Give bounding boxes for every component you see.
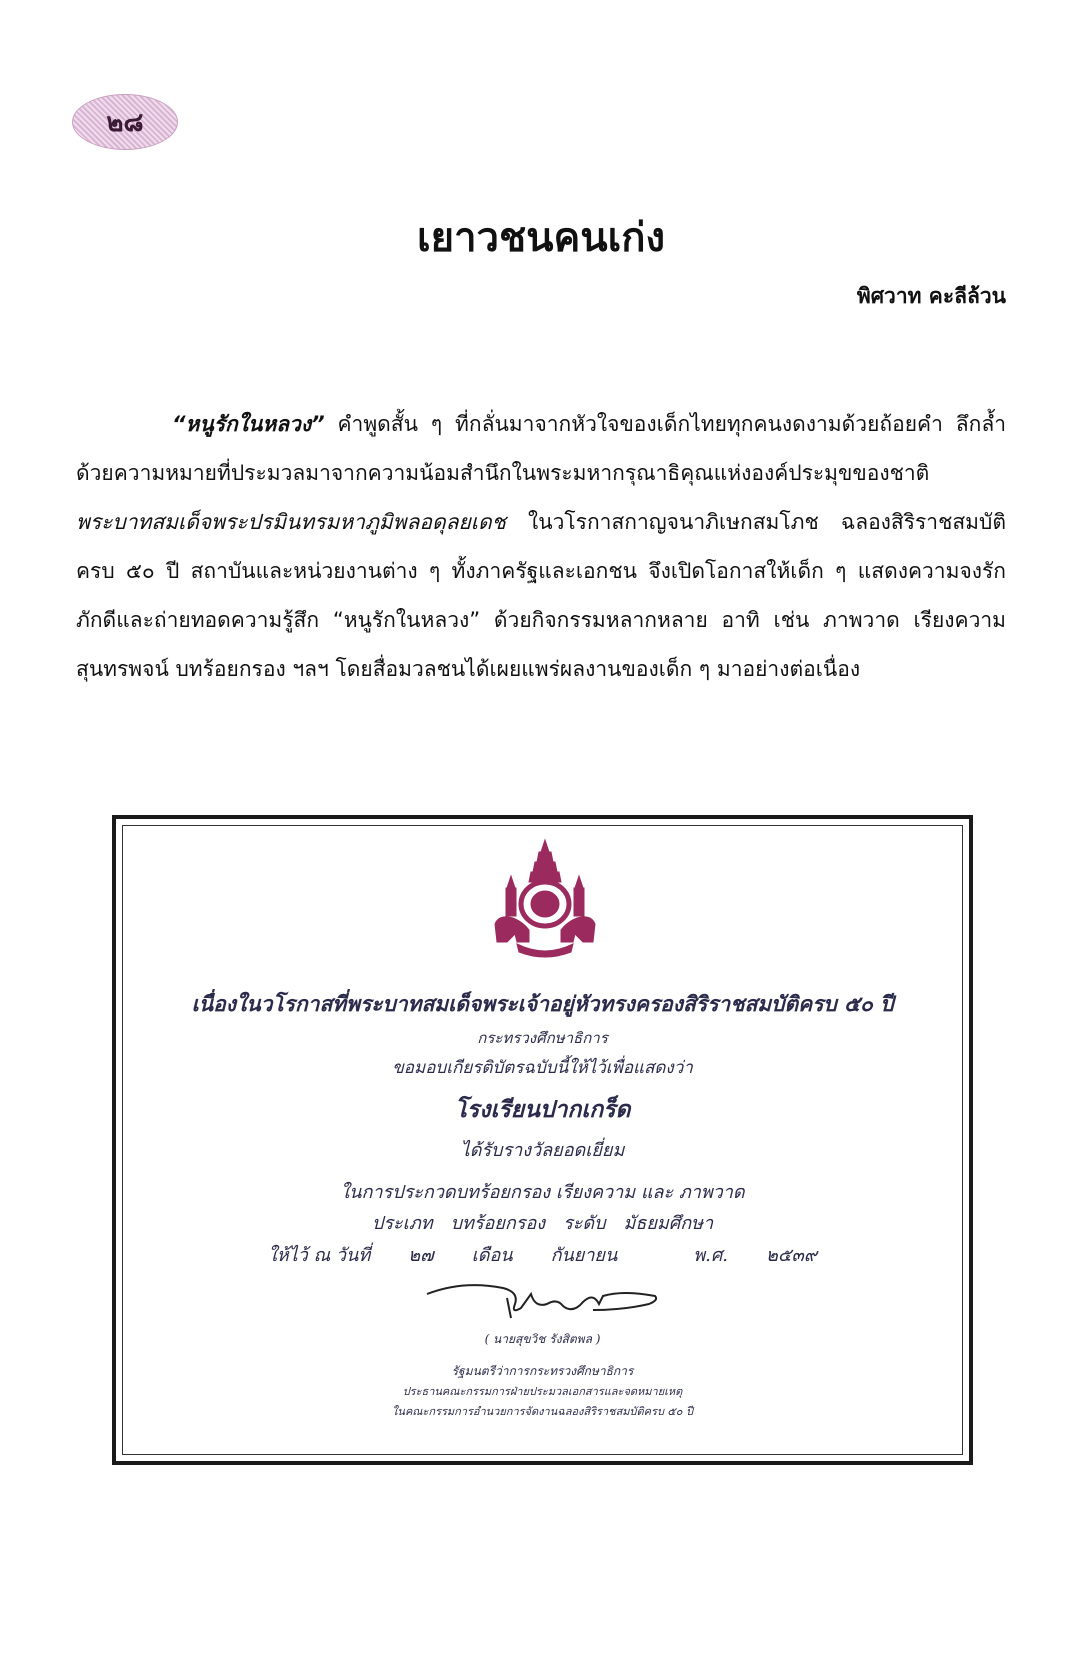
lead-phrase: “หนูรักในหลวง” [172, 412, 325, 436]
page-number: ๒๘ [106, 107, 144, 138]
date-label: ให้ไว้ ณ วันที่ [267, 1245, 371, 1266]
page-number-badge [72, 94, 178, 150]
certificate-category [123, 1208, 962, 1237]
certificate-statement: ขอมอบเกียรติบัตรฉบับนี้ให้ไว้เพื่อแสดงว่า [392, 1058, 693, 1078]
paragraph-part-2: ในวโรกาสกาญจนาภิเษกสมโภช ฉลองสิริราชสมบัติครบ ๕๐ ปี สถาบันและหน่วยงานต่าง ๆ ทั้งภาครัฐและเอกชน จึงเปิดโอกาสให้เด็ก ๆ แสดงความจงรักภักดีและถ่ายทอดความรู้สึก “หนูรักในหลวง” ด้วยกิจกรรมหลากหลาย อาทิ เช่น ภาพวาด เรียงความ สุนทรพจน์ บทร้อยกรอง ฯลฯ โดยสื่อมวลชนได้เผยแพร่ผลงานของเด็ก ๆ มาอย่างต่อเนื่อง [76, 510, 1006, 681]
certificate-issuer: กระทรวงศึกษาธิการ [477, 1029, 608, 1047]
year-label: พ.ศ. [693, 1245, 729, 1266]
paragraph-part-1: คำพูดสั้น ๆ ที่กลั่นมาจากหัวใจของเด็กไทยทุกคนงดงามด้วยถ้อยคำ ลึกล้ำด้วยความหมายที่ประมวลมาจากความน้อมสำนึกในพระมหากรุณาธิคุณแห่งองค์ประมุขของชาติ [76, 412, 1006, 485]
date-year: ๒๕๓๙ [766, 1245, 818, 1266]
level-label: ระดับ [563, 1213, 606, 1234]
type-value: บทร้อยกรอง [450, 1213, 546, 1234]
signer-title-3: ในคณะกรรมการอำนวยการจัดงานฉลองสิริราชสมบัติครบ ๕๐ ปี [392, 1405, 693, 1418]
certificate-date [123, 1240, 962, 1269]
signer-title-1: รัฐมนตรีว่าการกระทรวงศึกษาธิการ [451, 1364, 634, 1378]
signer-name: ( นายสุขวิช รังสิตพล ) [484, 1332, 601, 1346]
certificate-award: ได้รับรางวัลยอดเยี่ยม [460, 1140, 625, 1161]
article-title: เยาวชนคนเก่ง [416, 215, 666, 261]
article-author: พิศวาท คะลีล้วน [856, 284, 1006, 308]
royal-name: พระบาทสมเด็จพระปรมินทรมหาภูมิพลอดุลยเดช [76, 510, 506, 534]
article-paragraph [76, 400, 1006, 694]
svg-text:๕๐: ๕๐ [536, 927, 554, 942]
signature-mark [423, 1274, 663, 1322]
certificate-occasion: เนื่องในวโรกาสที่พระบาทสมเด็จพระเจ้าอยู่หัวทรงครองสิริราชสมบัติครบ ๕๐ ปี [191, 991, 894, 1016]
type-label: ประเภท [371, 1213, 433, 1234]
month-label: เดือน [471, 1245, 513, 1266]
level-value: มัธยมศึกษา [623, 1213, 714, 1234]
certificate-inner-border [122, 825, 963, 1455]
certificate-recipient: โรงเรียนปากเกร็ด [454, 1096, 631, 1123]
royal-jubilee-emblem-icon [489, 838, 601, 962]
date-day: ๒๗ [408, 1245, 434, 1266]
date-month: กันยายน [550, 1245, 618, 1266]
certificate-frame [112, 815, 973, 1465]
certificate-contest: ในการประกวดบทร้อยกรอง เรียงความ และ ภาพวาด [340, 1182, 745, 1203]
signer-title-2: ประธานคณะกรรมการฝ่ายประมวลเอกสารและจดหมายเหตุ [402, 1385, 683, 1398]
